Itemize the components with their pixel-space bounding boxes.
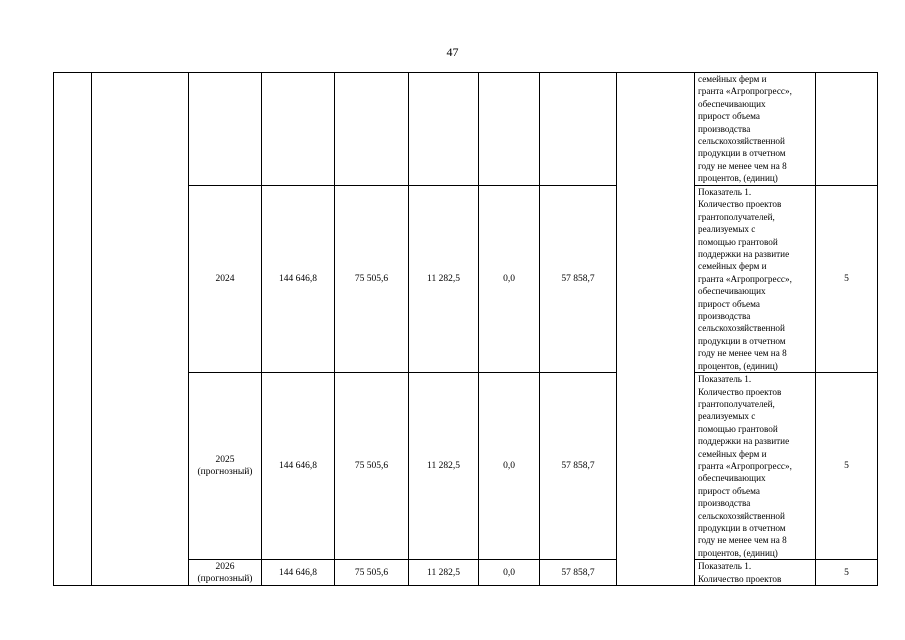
year: 2026 (215, 561, 235, 572)
year-note: (прогнозный) (197, 467, 253, 478)
indicator-cell (695, 560, 816, 586)
target-cell: 5 (816, 560, 878, 586)
value-cell: 144 646,8 (262, 560, 335, 586)
indicator-line: гранта «Агропрогресс», (698, 86, 792, 97)
indicator-line: производства (698, 311, 751, 322)
indicator-line: обеспечивающих (698, 98, 766, 109)
indicator-cell (695, 186, 816, 373)
value-cell (479, 73, 540, 186)
year: 2024 (215, 274, 235, 285)
indicator-line: сельскохозяйственной (698, 136, 785, 147)
indicator-line: семейных ферм и (698, 448, 767, 459)
year: 2025 (215, 455, 235, 466)
indicator-line: обеспечивающих (698, 286, 766, 297)
program-table (53, 72, 878, 586)
indicator-line: Показатель 1. (698, 561, 752, 572)
indicator-cell (695, 373, 816, 560)
indicator-line: году не менее чем на 8 (698, 348, 787, 359)
year-cell (189, 73, 262, 186)
empty-cell (92, 73, 189, 586)
indicator-line: грантополучателей, (698, 211, 775, 222)
indicator-line: грантополучателей, (698, 398, 775, 409)
table-row (54, 73, 878, 186)
value-cell: 0,0 (479, 373, 540, 560)
value-cell: 75 505,6 (335, 560, 409, 586)
indicator-line: процентов, (единиц) (698, 360, 778, 371)
value-cell: 11 282,5 (409, 373, 479, 560)
indicator-line: процентов, (единиц) (698, 173, 778, 184)
indicator-line: процентов, (единиц) (698, 547, 778, 558)
indicator-line: поддержки на развитие (698, 249, 790, 260)
value-cell: 0,0 (479, 186, 540, 373)
year-cell (189, 560, 262, 586)
value-cell: 11 282,5 (409, 560, 479, 586)
value-cell: 57 858,7 (540, 373, 617, 560)
indicator-line: гранта «Агропрогресс», (698, 460, 792, 471)
indicator-line: семейных ферм и (698, 74, 767, 84)
value-cell (409, 73, 479, 186)
indicator-line: реализуемых с (698, 411, 756, 422)
target-cell: 5 (816, 373, 878, 560)
value-cell: 144 646,8 (262, 373, 335, 560)
value-cell: 75 505,6 (335, 373, 409, 560)
indicator-line: поддержки на развитие (698, 436, 790, 447)
indicator-line: помощью грантовой (698, 236, 778, 247)
value-cell: 144 646,8 (262, 186, 335, 373)
value-cell: 11 282,5 (409, 186, 479, 373)
indicator-line: году не менее чем на 8 (698, 160, 787, 171)
indicator-line: прирост объема (698, 485, 760, 496)
indicator-line: прирост объема (698, 111, 760, 122)
target-cell (816, 73, 878, 186)
empty-cell (617, 73, 695, 586)
indicator-line: сельскохозяйственной (698, 323, 785, 334)
indicator-line: сельскохозяйственной (698, 510, 785, 521)
value-cell: 0,0 (479, 560, 540, 586)
indicator-line: помощью грантовой (698, 423, 778, 434)
indicator-line: реализуемых с (698, 224, 756, 235)
year-cell (189, 186, 262, 373)
indicator-line: Количество проектов (698, 386, 782, 397)
year-note: (прогнозный) (197, 573, 253, 584)
indicator-line: году не менее чем на 8 (698, 535, 787, 546)
value-cell (335, 73, 409, 186)
indicator-line: Количество проектов (698, 199, 782, 210)
empty-cell (54, 73, 92, 586)
indicator-line: продукции в отчетном (698, 335, 786, 346)
indicator-cell (695, 73, 816, 186)
indicator-line: Показатель 1. (698, 374, 752, 385)
indicator-line: семейных ферм и (698, 261, 767, 272)
target-cell: 5 (816, 186, 878, 373)
indicator-line: гранта «Агропрогресс», (698, 273, 792, 284)
value-cell (262, 73, 335, 186)
page-number: 47 (446, 45, 459, 59)
indicator-line: прирост объема (698, 298, 760, 309)
indicator-line: производства (698, 498, 751, 509)
indicator-line: Количество проектов (698, 573, 782, 584)
year-cell (189, 373, 262, 560)
indicator-line: продукции в отчетном (698, 148, 786, 159)
value-cell: 57 858,7 (540, 560, 617, 586)
indicator-line: продукции в отчетном (698, 522, 786, 533)
value-cell: 75 505,6 (335, 186, 409, 373)
indicator-line: обеспечивающих (698, 473, 766, 484)
indicator-line: производства (698, 123, 751, 134)
value-cell (540, 73, 617, 186)
indicator-line: Показатель 1. (698, 187, 752, 197)
value-cell: 57 858,7 (540, 186, 617, 373)
